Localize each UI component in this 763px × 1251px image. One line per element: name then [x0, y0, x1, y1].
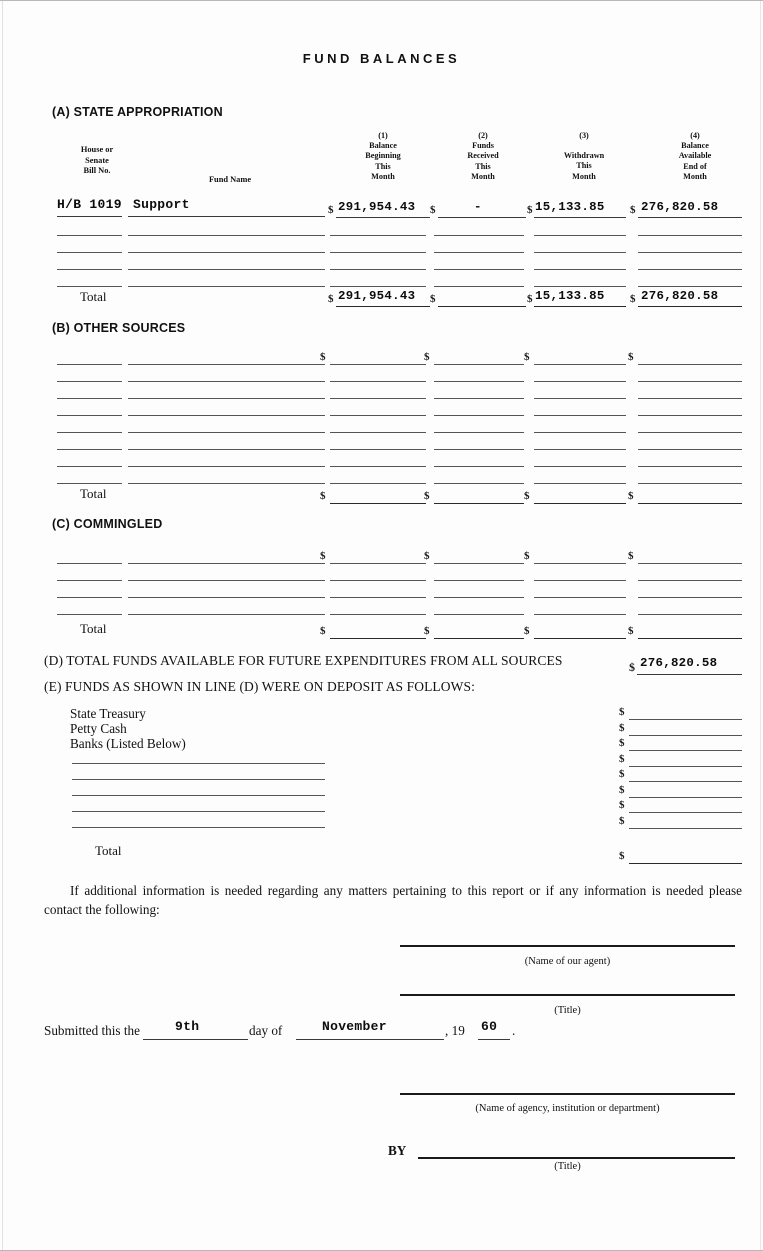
total-c-dollar-col1: $ [320, 625, 326, 637]
bank-blank-line[interactable] [72, 795, 325, 796]
deposit-amount-line[interactable] [629, 781, 742, 782]
agency-name-caption: (Name of agency, institution or department) [475, 1103, 660, 1114]
column-2-line-4: Month [471, 171, 495, 181]
blank-row-rule-left-1[interactable] [128, 252, 325, 253]
total-a-rule-col2 [438, 306, 526, 307]
deposit-amount-line[interactable] [629, 719, 742, 720]
deposit-item-banks: Banks (Listed Below) [70, 736, 186, 751]
section-d-rule [637, 674, 742, 675]
column-1-line-1: Balance [369, 141, 397, 151]
blank-row-rule-left-0[interactable] [57, 580, 122, 581]
blank-row-rule-left-0[interactable] [57, 252, 122, 253]
column-header-bill-no [54, 145, 140, 177]
blank-row-rule-col-2[interactable] [534, 252, 626, 253]
total-b-dollar-col1: $ [320, 490, 326, 502]
submitted-period: . [512, 1023, 516, 1038]
blank-row-rule-col-0[interactable] [330, 449, 426, 450]
total-b-rule-col1 [330, 503, 426, 504]
total-c-dollar-col4: $ [628, 625, 634, 637]
bank-blank-line[interactable] [72, 811, 325, 812]
blank-row-dollar-sign: $ [628, 351, 634, 363]
bank-blank-line[interactable] [72, 763, 325, 764]
blank-row-rule-col-0[interactable] [330, 381, 426, 382]
total-c-rule-col1 [330, 638, 426, 639]
total-a-dollar-col4: $ [630, 293, 636, 305]
blank-row-rule-left-1[interactable] [128, 381, 325, 382]
total-b-dollar-col2: $ [424, 490, 430, 502]
blank-row-rule-left-1[interactable] [128, 580, 325, 581]
blank-row-dollar-sign: $ [424, 550, 430, 562]
by-title-caption: (Title) [554, 1161, 581, 1172]
blank-row-rule-col-0[interactable] [330, 235, 426, 236]
blank-row-rule-col-3[interactable] [638, 466, 742, 467]
blank-row-rule-left-1[interactable] [128, 364, 325, 365]
blank-row-rule-col-3[interactable] [638, 269, 742, 270]
total-c-rule-col2 [434, 638, 524, 639]
blank-row-rule-col-3[interactable] [638, 449, 742, 450]
blank-row-rule-col-3[interactable] [638, 580, 742, 581]
bank-blank-line[interactable] [72, 827, 325, 828]
agent-name-caption: (Name of our agent) [524, 956, 611, 967]
deposit-item-state-treasury: State Treasury [70, 706, 146, 721]
blank-row-rule-col-3[interactable] [638, 614, 742, 615]
deposit-amount-line[interactable] [629, 735, 742, 736]
blank-row-rule-col-3[interactable] [638, 415, 742, 416]
blank-row-rule-col-0[interactable] [330, 597, 426, 598]
blank-row-rule-col-2[interactable] [534, 449, 626, 450]
blank-row-rule-left-0[interactable] [57, 614, 122, 615]
submitted-prefix: Submitted this the [44, 1023, 140, 1038]
blank-row-rule-col-0[interactable] [330, 398, 426, 399]
total-a-rule-col4 [638, 306, 742, 307]
blank-row-rule-col-3[interactable] [638, 364, 742, 365]
column-4-line-4: Month [683, 171, 707, 181]
blank-row-rule-left-1[interactable] [128, 597, 325, 598]
blank-row-rule-col-3[interactable] [638, 286, 742, 287]
blank-row-rule-col-1[interactable] [434, 364, 524, 365]
blank-row-dollar-sign: $ [320, 351, 326, 363]
row-rule-col4 [638, 217, 742, 218]
deposit-amount-line[interactable] [629, 812, 742, 813]
blank-row-rule-left-0[interactable] [57, 415, 122, 416]
row-bill-no-value[interactable]: H/B 1019 [57, 197, 122, 212]
blank-row-rule-col-1[interactable] [434, 466, 524, 467]
blank-row-rule-left-1[interactable] [128, 432, 325, 433]
row-col3-value[interactable]: 15,133.85 [535, 200, 605, 214]
total-c-rule-col4 [638, 638, 742, 639]
blank-row-rule-col-1[interactable] [434, 381, 524, 382]
blank-row-rule-col-0[interactable] [330, 614, 426, 615]
blank-row-rule-col-1[interactable] [434, 580, 524, 581]
blank-row-rule-left-0[interactable] [57, 364, 122, 365]
blank-row-rule-col-0[interactable] [330, 580, 426, 581]
total-a-dollar-col2: $ [430, 293, 436, 305]
total-a-dollar-col1: $ [328, 293, 334, 305]
blank-row-rule-col-2[interactable] [534, 235, 626, 236]
submitted-month-value[interactable]: November [322, 1019, 387, 1034]
blank-row-rule-col-3[interactable] [638, 252, 742, 253]
total-a-rule-col3 [534, 306, 626, 307]
total-c-rule-col3 [534, 638, 626, 639]
blank-row-rule-col-1[interactable] [434, 563, 524, 564]
dollar-sign-col3: $ [527, 204, 533, 216]
blank-row-rule-col-3[interactable] [638, 235, 742, 236]
blank-row-rule-col-1[interactable] [434, 597, 524, 598]
deposit-amount-dollar-sign: $ [619, 768, 625, 780]
section-c-heading: (C) COMMINGLED [52, 517, 163, 531]
blank-row-rule-col-0[interactable] [330, 364, 426, 365]
blank-row-rule-col-1[interactable] [434, 269, 524, 270]
blank-row-rule-left-1[interactable] [128, 286, 325, 287]
column-1-line-2: Beginning [365, 151, 401, 161]
submitted-year-rule [478, 1039, 510, 1040]
deposit-item-petty-cash: Petty Cash [70, 721, 127, 736]
column-header-4 [645, 131, 745, 182]
total-a-rule-col1 [336, 306, 430, 307]
blank-row-rule-col-3[interactable] [638, 381, 742, 382]
blank-row-rule-left-1[interactable] [128, 466, 325, 467]
column-header-3 [534, 131, 634, 182]
blank-row-rule-col-3[interactable] [638, 597, 742, 598]
column-1-number: (1) [378, 131, 388, 140]
submitted-mid: day of [249, 1023, 283, 1038]
blank-row-dollar-sign: $ [524, 351, 530, 363]
by-label: BY [388, 1143, 407, 1158]
deposit-amount-dollar-sign: $ [619, 799, 625, 811]
section-d-value[interactable]: 276,820.58 [640, 656, 718, 670]
blank-row-rule-left-0[interactable] [57, 466, 122, 467]
section-a-heading: (A) STATE APPROPRIATION [52, 105, 223, 119]
blank-row-rule-col-1[interactable] [434, 415, 524, 416]
blank-row-rule-col-1[interactable] [434, 252, 524, 253]
blank-row-rule-left-0[interactable] [57, 597, 122, 598]
blank-row-rule-col-0[interactable] [330, 415, 426, 416]
blank-row-rule-col-2[interactable] [534, 381, 626, 382]
row-col2-value[interactable]: - [474, 200, 482, 214]
blank-row-rule-col-0[interactable] [330, 269, 426, 270]
blank-row-rule-left-0[interactable] [57, 235, 122, 236]
dollar-sign-col2: $ [430, 204, 436, 216]
row-fund-name-value[interactable]: Support [133, 197, 190, 212]
blank-row-rule-col-3[interactable] [638, 398, 742, 399]
section-e-total-dollar: $ [619, 850, 625, 862]
blank-row-rule-col-0[interactable] [330, 432, 426, 433]
row-col4-value[interactable]: 276,820.58 [641, 200, 719, 214]
blank-row-rule-left-0[interactable] [57, 269, 122, 270]
dollar-sign-col1: $ [328, 204, 334, 216]
blank-row-rule-col-2[interactable] [534, 614, 626, 615]
column-3-line-1: Withdrawn [563, 151, 605, 161]
blank-row-rule-col-2[interactable] [534, 483, 626, 484]
deposit-amount-line[interactable] [629, 766, 742, 767]
total-a-col3[interactable]: 15,133.85 [535, 289, 605, 303]
total-b-rule-col3 [534, 503, 626, 504]
blank-row-rule-col-0[interactable] [330, 286, 426, 287]
column-2-number: (2) [478, 131, 488, 140]
blank-row-rule-col-3[interactable] [638, 563, 742, 564]
total-b-rule-col2 [434, 503, 524, 504]
row-rule-col3 [534, 217, 626, 218]
column-1-line-3: This [375, 161, 391, 171]
column-2-line-3: This [475, 161, 491, 171]
section-b-heading: (B) OTHER SOURCES [52, 321, 186, 335]
blank-row-rule-col-0[interactable] [330, 483, 426, 484]
blank-row-rule-left-0[interactable] [57, 381, 122, 382]
dollar-sign-col4: $ [630, 204, 636, 216]
bill-no-line-1: House or [80, 145, 114, 154]
submitted-year-value[interactable]: 60 [481, 1019, 498, 1034]
blank-row-rule-left-1[interactable] [128, 398, 325, 399]
blank-row-rule-left-0[interactable] [57, 483, 122, 484]
bank-blank-line[interactable] [72, 779, 325, 780]
deposit-amount-dollar-sign: $ [619, 783, 625, 796]
section-e-total-label: Total [95, 843, 122, 858]
blank-row-rule-col-2[interactable] [534, 597, 626, 598]
blank-row-rule-col-1[interactable] [434, 398, 524, 399]
blank-row-dollar-sign: $ [628, 550, 634, 562]
column-3-number: (3) [579, 131, 589, 140]
by-rule [418, 1157, 735, 1159]
blank-row-rule-col-0[interactable] [330, 466, 426, 467]
column-3-line-3: Month [572, 171, 596, 181]
total-c-dollar-col2: $ [424, 625, 430, 637]
blank-row-rule-col-1[interactable] [434, 483, 524, 484]
agent-name-rule [400, 945, 735, 947]
total-b-dollar-col4: $ [628, 490, 634, 502]
total-b-dollar-col3: $ [524, 490, 530, 502]
blank-row-rule-col-0[interactable] [330, 252, 426, 253]
blank-row-rule-left-1[interactable] [128, 449, 325, 450]
row-rule-billno [57, 216, 122, 217]
blank-row-rule-col-2[interactable] [534, 432, 626, 433]
blank-row-rule-left-1[interactable] [128, 614, 325, 615]
row-rule-fundname [128, 216, 325, 217]
blank-row-rule-left-0[interactable] [57, 449, 122, 450]
blank-row-rule-col-2[interactable] [534, 466, 626, 467]
submitted-month-rule [296, 1039, 444, 1040]
contact-note-text: If additional information is needed regarding any matters pertaining to this report or if any information is needed please contact the following: [44, 883, 742, 917]
column-4-line-1: Balance [681, 141, 709, 151]
deposit-amount-line[interactable] [629, 828, 742, 829]
blank-row-rule-col-2[interactable] [534, 398, 626, 399]
column-2-line-2: Received [467, 151, 499, 161]
section-d-heading: (D) TOTAL FUNDS AVAILABLE FOR FUTURE EXPENDITURES FROM ALL SOURCES [44, 653, 563, 668]
bill-no-line-2: Senate [85, 155, 109, 165]
row-col1-value[interactable]: 291,954.43 [338, 200, 416, 214]
column-4-line-2: Available [678, 151, 712, 161]
row-rule-col1 [336, 217, 430, 218]
blank-row-dollar-sign: $ [524, 550, 530, 562]
blank-row-rule-col-2[interactable] [534, 580, 626, 581]
deposit-amount-dollar-sign: $ [619, 752, 625, 765]
section-b-total-label: Total [80, 486, 107, 501]
blank-row-dollar-sign: $ [424, 351, 430, 363]
blank-row-rule-col-1[interactable] [434, 432, 524, 433]
column-3-line-2: This [576, 161, 592, 171]
deposit-amount-line[interactable] [629, 797, 742, 798]
section-e-heading: (E) FUNDS AS SHOWN IN LINE (D) WERE ON DEPOSIT AS FOLLOWS: [44, 679, 475, 694]
column-4-line-3: End of [683, 161, 707, 171]
agent-title-caption: (Title) [554, 1005, 581, 1016]
blank-row-rule-col-1[interactable] [434, 614, 524, 615]
section-c-total-label: Total [80, 621, 107, 636]
agency-name-rule [400, 1093, 735, 1095]
deposit-amount-dollar-sign: $ [619, 721, 625, 734]
blank-row-rule-left-1[interactable] [128, 269, 325, 270]
blank-row-rule-col-0[interactable] [330, 563, 426, 564]
row-rule-col2 [438, 217, 526, 218]
blank-row-rule-left-1[interactable] [128, 563, 325, 564]
blank-row-rule-col-1[interactable] [434, 286, 524, 287]
deposit-amount-dollar-sign: $ [619, 706, 625, 718]
total-a-col1[interactable]: 291,954.43 [338, 289, 416, 303]
page-title: FUND BALANCES [302, 51, 461, 66]
submitted-day-rule [143, 1039, 248, 1040]
blank-row-dollar-sign: $ [320, 550, 326, 562]
bill-no-line-3: Bill No. [83, 166, 111, 175]
contact-note [44, 881, 742, 919]
submitted-day-value[interactable]: 9th [175, 1019, 200, 1034]
blank-row-rule-col-2[interactable] [534, 269, 626, 270]
column-header-1 [333, 131, 433, 182]
blank-row-rule-col-3[interactable] [638, 432, 742, 433]
total-b-rule-col4 [638, 503, 742, 504]
column-header-fund-name: Fund Name [208, 175, 252, 184]
column-header-2 [435, 131, 531, 182]
blank-row-rule-left-0[interactable] [57, 563, 122, 564]
submitted-year-prefix: , 19 [445, 1023, 465, 1038]
section-e-total-rule [629, 863, 742, 864]
blank-row-rule-col-2[interactable] [534, 286, 626, 287]
blank-row-rule-col-2[interactable] [534, 364, 626, 365]
column-2-line-1: Funds [472, 141, 494, 151]
column-4-number: (4) [690, 131, 700, 140]
section-d-dollar: $ [629, 660, 635, 674]
blank-row-rule-col-3[interactable] [638, 483, 742, 484]
deposit-amount-line[interactable] [629, 750, 742, 751]
blank-row-rule-left-0[interactable] [57, 286, 122, 287]
blank-row-rule-left-0[interactable] [57, 432, 122, 433]
deposit-amount-dollar-sign: $ [619, 814, 625, 827]
blank-row-rule-left-1[interactable] [128, 235, 325, 236]
total-a-col4[interactable]: 276,820.58 [641, 289, 719, 303]
agent-title-rule [400, 994, 735, 996]
blank-row-rule-left-0[interactable] [57, 398, 122, 399]
blank-row-rule-left-1[interactable] [128, 415, 325, 416]
total-c-dollar-col3: $ [524, 625, 530, 637]
blank-row-rule-col-2[interactable] [534, 415, 626, 416]
deposit-amount-dollar-sign: $ [619, 737, 625, 749]
blank-row-rule-col-2[interactable] [534, 563, 626, 564]
blank-row-rule-col-1[interactable] [434, 235, 524, 236]
total-a-dollar-col3: $ [527, 293, 533, 305]
blank-row-rule-col-1[interactable] [434, 449, 524, 450]
blank-row-rule-left-1[interactable] [128, 483, 325, 484]
section-a-total-label: Total [80, 289, 107, 304]
column-1-line-4: Month [371, 171, 395, 181]
